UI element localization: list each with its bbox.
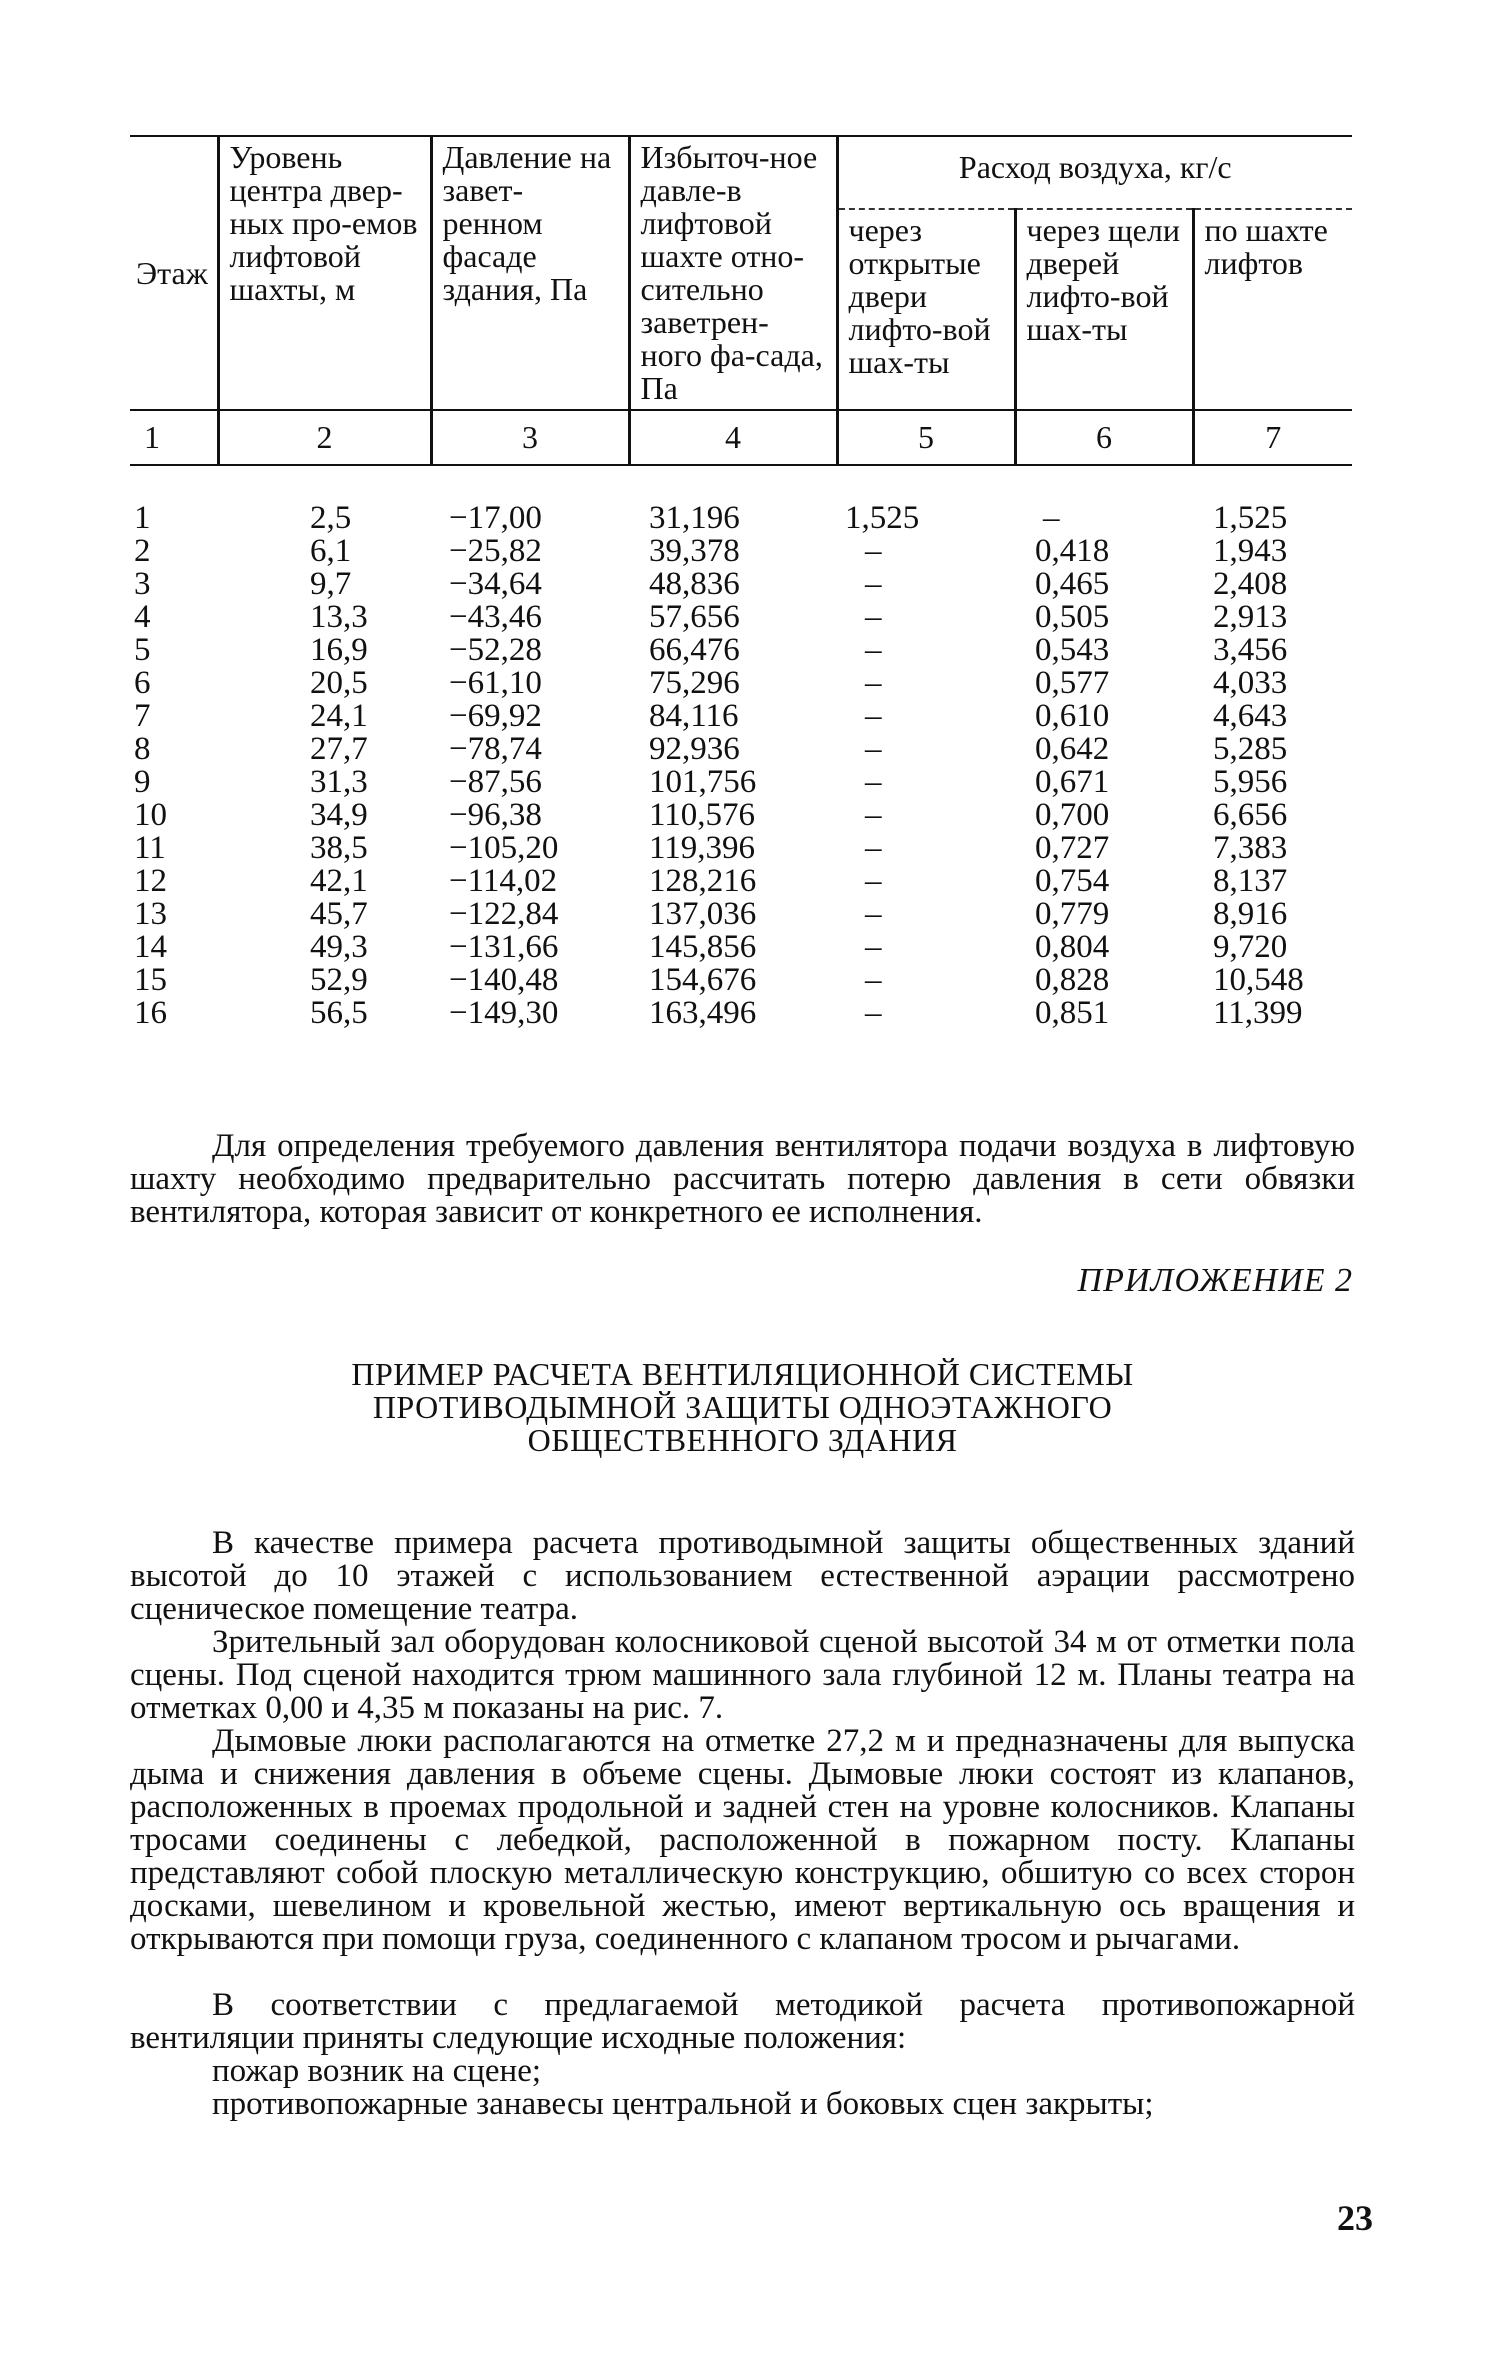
data-table xyxy=(130,135,1352,1030)
appendix-label: ПРИЛОЖЕНИЕ 2 xyxy=(1077,1262,1353,1299)
table-cell: 7 xyxy=(134,698,151,734)
table-cell: 49,3 xyxy=(310,929,368,965)
table-cell: – xyxy=(865,962,882,998)
table-cell: 10,548 xyxy=(1213,962,1304,998)
table-cell: 0,418 xyxy=(1035,533,1110,569)
table-cell: −69,92 xyxy=(449,698,542,734)
assumption-curtains: противопожарные занавесы центральной и боковых сцен закрыты; xyxy=(212,2086,1154,2122)
table-cell: −149,30 xyxy=(449,995,559,1031)
table-row xyxy=(130,465,1352,535)
table-cell: – xyxy=(865,764,882,800)
table-cell: – xyxy=(865,698,882,734)
table-cell: 0,465 xyxy=(1035,566,1110,602)
table-cell: 31,196 xyxy=(649,500,740,536)
table-cell: – xyxy=(865,863,882,899)
table-row xyxy=(130,997,1352,1030)
col-number: 7 xyxy=(1193,410,1352,465)
table-cell: −114,02 xyxy=(449,863,558,899)
table-cell: −17,00 xyxy=(449,500,542,536)
table-cell: −43,46 xyxy=(449,599,542,635)
table-cell: −131,66 xyxy=(449,929,559,965)
table-cell: 3,456 xyxy=(1213,632,1288,668)
table-cell: 0,851 xyxy=(1035,995,1110,1031)
header-pressure: Давление на завет-ренном фасаде здания, Па xyxy=(431,136,629,410)
table-cell: 27,7 xyxy=(310,731,368,767)
table-cell: 6,1 xyxy=(310,533,352,569)
col-number: 3 xyxy=(431,410,629,465)
table-cell: 0,754 xyxy=(1035,863,1110,899)
table-cell: 16 xyxy=(134,995,167,1031)
table-cell: 84,116 xyxy=(649,698,739,734)
table-cell: 1,943 xyxy=(1213,533,1288,569)
table-cell: 8,137 xyxy=(1213,863,1288,899)
title-line: ОБЩЕСТВЕННОГО ЗДАНИЯ xyxy=(527,1422,958,1458)
table-cell: 9,720 xyxy=(1213,929,1288,965)
table-cell: 12 xyxy=(134,863,167,899)
table-cell: 10 xyxy=(134,797,167,833)
table-cell: 1,525 xyxy=(1213,500,1288,536)
table-row xyxy=(130,733,1352,766)
table-cell: 0,642 xyxy=(1035,731,1110,767)
table-cell: 0,543 xyxy=(1035,632,1110,668)
table-cell: – xyxy=(865,599,882,635)
table-cell: 38,5 xyxy=(310,830,368,866)
table-cell: – xyxy=(865,731,882,767)
table-cell: – xyxy=(865,665,882,701)
table-cell: 8 xyxy=(134,731,151,767)
table-cell: 6 xyxy=(134,665,151,701)
table-cell: 11,399 xyxy=(1213,995,1303,1031)
table-cell: 2,5 xyxy=(310,500,352,536)
col-number: 4 xyxy=(629,410,837,465)
table-cell: 163,496 xyxy=(649,995,757,1031)
table-cell: 48,836 xyxy=(649,566,740,602)
table-cell: 34,9 xyxy=(310,797,368,833)
table-cell: – xyxy=(865,632,882,668)
table-cell: 2,913 xyxy=(1213,599,1288,635)
table-cell: 5,956 xyxy=(1213,764,1288,800)
header-excess-pressure: Избыточ-ное давле-в лифтовой шахте отно-сительно заветрен-ного фа-сада, Па xyxy=(629,136,837,410)
table-cell: −25,82 xyxy=(449,533,542,569)
table-row xyxy=(130,667,1352,700)
table-cell: 154,676 xyxy=(649,962,757,998)
table-row xyxy=(130,766,1352,799)
smoke-hatches-paragraph: Дымовые люки располагаются на отметке 27,2 м и предназначены для выпуска дыма и снижения давления в объеме сцены. Дымовые люки состоят из клапанов, расположенных в проемах продольной и задней стен на уровне колосников. Клапаны тросами соединены с лебедкой, расположенной в пожарном посту. Клапаны представляют собой плоскую металлическую конструкцию, обшитую со всех сторон досками, шевелином и кровельной жестью, имеют вертикальную ось вращения и открываются при помощи груза, соединенного с клапаном тросом и рычагами. xyxy=(130,1723,1355,1957)
table-cell: 9,7 xyxy=(310,566,352,602)
table-cell: 9 xyxy=(134,764,151,800)
table-cell: −87,56 xyxy=(449,764,542,800)
table-cell: 56,5 xyxy=(310,995,368,1031)
table-cell: 57,656 xyxy=(649,599,740,635)
table-cell: 1 xyxy=(134,500,151,536)
table-cell: 0,505 xyxy=(1035,599,1110,635)
table-cell: 20,5 xyxy=(310,665,368,701)
table-cell: 52,9 xyxy=(310,962,368,998)
table-cell: – xyxy=(865,566,882,602)
table-cell: 14 xyxy=(134,929,167,965)
table-cell: −34,64 xyxy=(449,566,542,602)
table-row xyxy=(130,601,1352,634)
table-cell: −78,74 xyxy=(449,731,542,767)
table-cell: 0,804 xyxy=(1035,929,1110,965)
assumptions-paragraph: В соответствии с предлагаемой методикой расчета противопожарной вентиляции приняты следующие исходные положения: xyxy=(130,1987,1355,2056)
table-row xyxy=(130,568,1352,601)
table-cell: 15 xyxy=(134,962,167,998)
table-cell: 66,476 xyxy=(649,632,740,668)
col-number: 2 xyxy=(218,410,431,465)
hall-paragraph: Зрительный зал оборудован колосниковой сценой высотой 34 м от отметки пола сцены. Под сценой находится трюм машинного зала глубиной 12 м. Планы театра на отметках 0,00 и 4,35 м показаны на рис. 7. xyxy=(130,1624,1355,1726)
table-row xyxy=(130,832,1352,865)
table-cell: – xyxy=(865,929,882,965)
table-cell: 4 xyxy=(134,599,151,635)
col-number: 6 xyxy=(1015,410,1193,465)
table-cell: – xyxy=(865,896,882,932)
table-cell: 6,656 xyxy=(1213,797,1288,833)
table-cell: – xyxy=(865,533,882,569)
assumption-fire: пожар возник на сцене; xyxy=(212,2053,542,2089)
intro-paragraph: В качестве примера расчета противодымной защиты общественных зданий высотой до 10 этажей с использованием естественной аэрации рассмотрено сценическое помещение театра. xyxy=(130,1525,1355,1627)
page-number: 23 xyxy=(1337,2198,1373,2238)
header-by-shaft: по шахте лифтов xyxy=(1204,211,1328,281)
table-cell: 13 xyxy=(134,896,167,932)
table-cell: −105,20 xyxy=(449,830,559,866)
header-door-gaps: через щели дверей лифто-вой шах-ты xyxy=(1015,209,1193,410)
table-row xyxy=(130,535,1352,568)
table-row xyxy=(130,799,1352,832)
table-row xyxy=(130,865,1352,898)
table-cell: 2 xyxy=(134,533,151,569)
table-cell: 7,383 xyxy=(1213,830,1288,866)
table-row xyxy=(130,964,1352,997)
col-number: 5 xyxy=(837,410,1015,465)
table-cell: 5 xyxy=(134,632,151,668)
table-cell: – xyxy=(865,797,882,833)
table-cell: – xyxy=(865,995,882,1031)
table-cell: 137,036 xyxy=(649,896,757,932)
table-cell: 3 xyxy=(134,566,151,602)
table-row xyxy=(130,634,1352,667)
table-cell: −96,38 xyxy=(449,797,542,833)
table-cell: −61,10 xyxy=(449,665,542,701)
table-cell: 0,779 xyxy=(1035,896,1110,932)
table-row xyxy=(130,898,1352,931)
header-open-doors: через открытые двери лифто-вой шах-ты xyxy=(837,209,1015,410)
col-number: 1 xyxy=(130,410,218,465)
table-cell: 119,396 xyxy=(649,830,756,866)
table-row xyxy=(130,700,1352,733)
table-cell: 16,9 xyxy=(310,632,368,668)
table-cell: −122,84 xyxy=(449,896,559,932)
table-cell: 2,408 xyxy=(1213,566,1288,602)
table-cell: 0,727 xyxy=(1035,830,1110,866)
table-cell: 0,828 xyxy=(1035,962,1110,998)
table-cell: 0,610 xyxy=(1035,698,1110,734)
table-cell: 13,3 xyxy=(310,599,368,635)
table-row xyxy=(130,931,1352,964)
title-line: ПРИМЕР РАСЧЕТА ВЕНТИЛЯЦИОННОЙ СИСТЕМЫ xyxy=(351,1356,1134,1392)
air-flow-table xyxy=(130,135,1352,1030)
table-cell: −52,28 xyxy=(449,632,542,668)
table-cell: 128,216 xyxy=(649,863,757,899)
table-cell: 110,576 xyxy=(649,797,756,833)
table-cell: 8,916 xyxy=(1213,896,1288,932)
table-cell: 145,856 xyxy=(649,929,757,965)
table-cell: 4,033 xyxy=(1213,665,1288,701)
fan-pressure-paragraph: Для определения требуемого давления вентилятора подачи воздуха в лифтовую шахту необходимо предварительно рассчитать потерю давления в сети обвязки вентилятора, которая зависит от конкретного ее исполнения. xyxy=(130,1128,1355,1230)
table-cell: 39,378 xyxy=(649,533,740,569)
table-cell: 31,3 xyxy=(310,764,368,800)
table-cell: 4,643 xyxy=(1213,698,1288,734)
table-cell: – xyxy=(865,830,882,866)
table-body xyxy=(130,465,1352,1030)
table-cell: 0,671 xyxy=(1035,764,1110,800)
table-cell: 11 xyxy=(134,830,166,866)
table-cell: 5,285 xyxy=(1213,731,1288,767)
table-cell: – xyxy=(1043,500,1060,536)
table-cell: 1,525 xyxy=(845,500,920,536)
table-cell: 45,7 xyxy=(310,896,368,932)
table-cell: 0,700 xyxy=(1035,797,1110,833)
table-cell: −140,48 xyxy=(449,962,559,998)
table-cell: 101,756 xyxy=(649,764,757,800)
table-cell: 24,1 xyxy=(310,698,368,734)
title-line: ПРОТИВОДЫМНОЙ ЗАЩИТЫ ОДНОЭТАЖНОГО xyxy=(372,1389,1113,1425)
table-cell: 0,577 xyxy=(1035,665,1110,701)
header-air-flow-group: Расход воздуха, кг/с xyxy=(837,136,1352,209)
table-cell: 42,1 xyxy=(310,863,368,899)
table-cell: 92,936 xyxy=(649,731,740,767)
header-level: Уровень центра двер-ных про-емов лифтовой шахты, м xyxy=(218,136,431,410)
table-cell: 75,296 xyxy=(649,665,740,701)
header-floor: Этаж xyxy=(130,136,218,410)
section-title xyxy=(130,1358,1355,1457)
